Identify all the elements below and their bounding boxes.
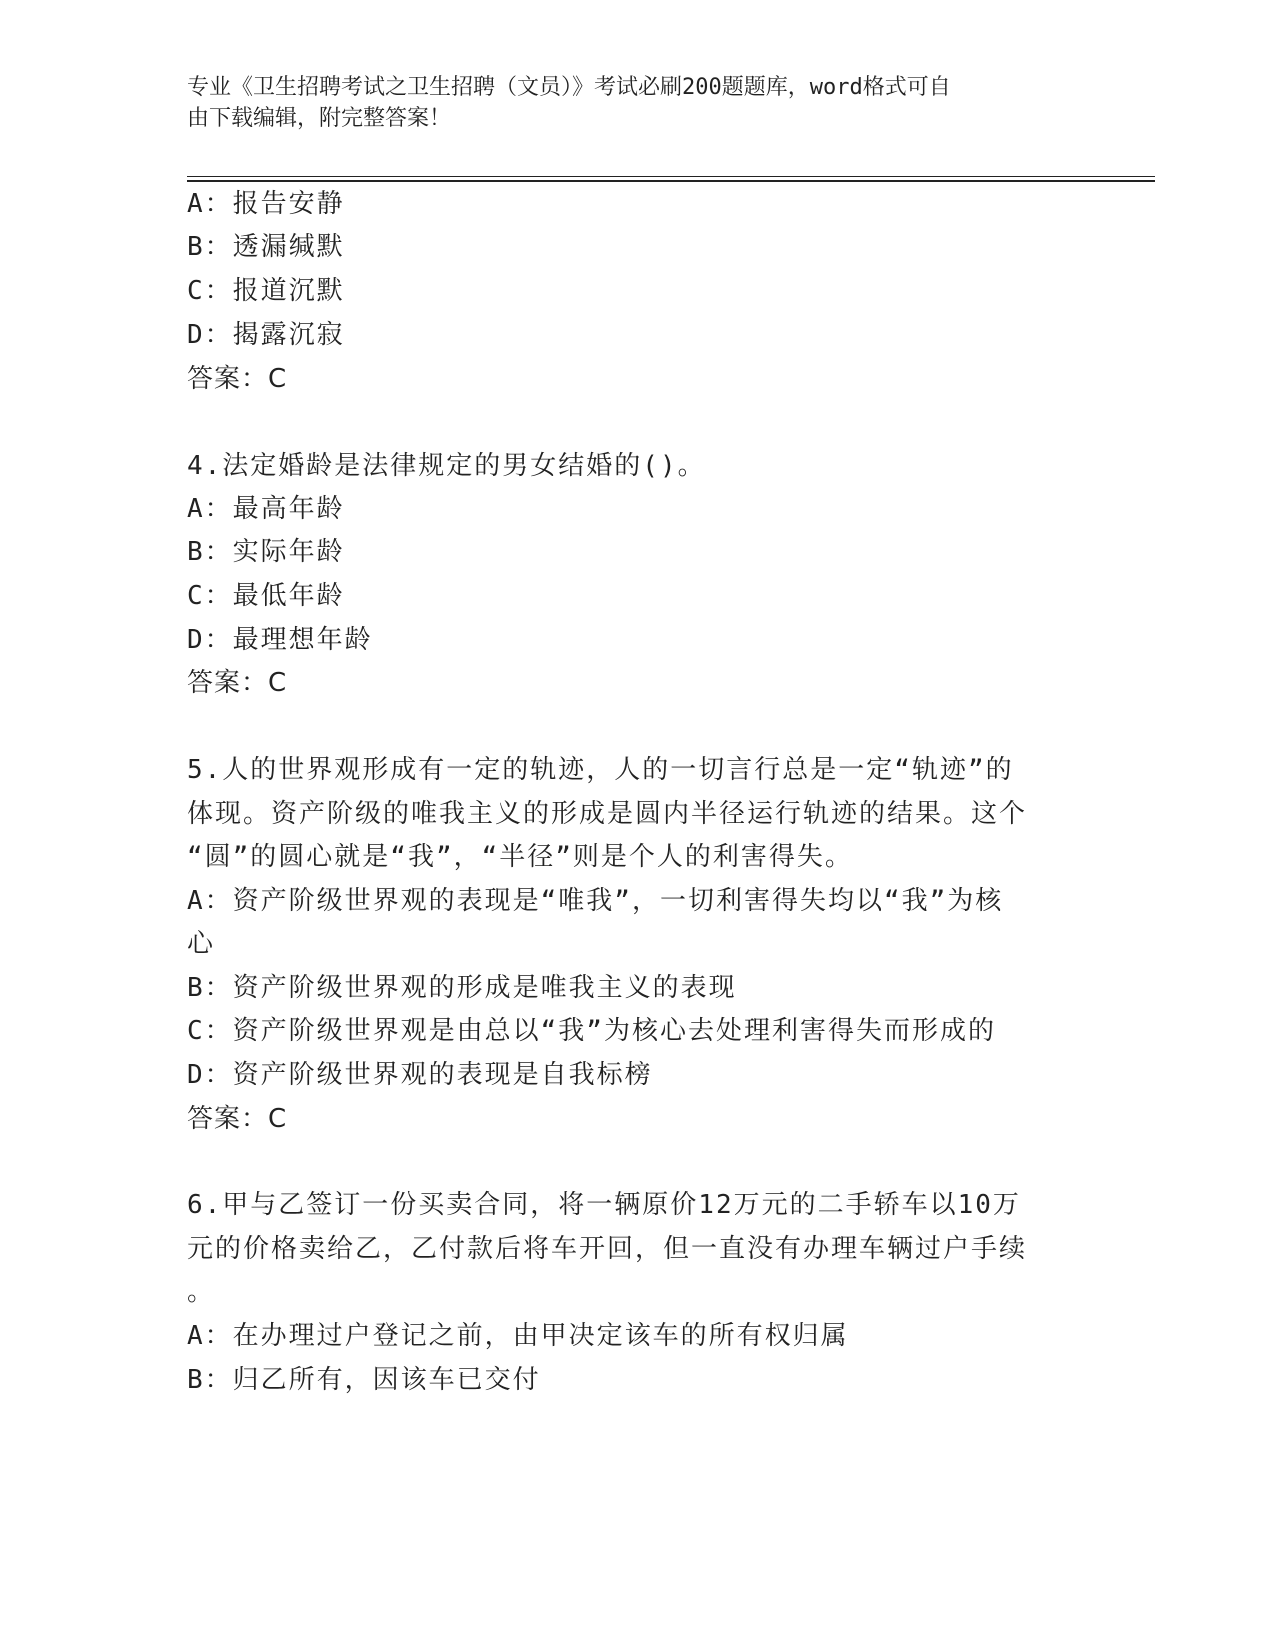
q3-option-c: C：报道沉默	[187, 276, 345, 306]
q4-option-d: D：最理想年龄	[187, 625, 373, 655]
q5-option-d: D：资产阶级世界观的表现是自我标榜	[187, 1060, 653, 1090]
q4-option-c: C：最低年龄	[187, 581, 345, 611]
q5-question-line-1: 5.人的世界观形成有一定的轨迹，人的一切言行总是一定“轨迹”的	[187, 755, 1014, 785]
q5-option-b: B：资产阶级世界观的形成是唯我主义的表现	[187, 973, 737, 1003]
q5-answer: 答案：C	[187, 1104, 288, 1134]
header-divider-thick	[187, 180, 1155, 182]
q5-question-line-2: 体现。资产阶级的唯我主义的形成是圆内半径运行轨迹的结果。这个	[187, 799, 1028, 829]
q4-question: 4.法定婚龄是法律规定的男女结婚的()。	[187, 451, 706, 481]
q3-option-b: B：透漏缄默	[187, 232, 345, 262]
q4-answer: 答案：C	[187, 668, 288, 698]
q4-option-a: A：最高年龄	[187, 494, 345, 524]
q3-option-d: D：揭露沉寂	[187, 320, 345, 350]
q6-option-a: A：在办理过户登记之前，由甲决定该车的所有权归属	[187, 1321, 849, 1351]
q5-option-c: C：资产阶级世界观是由总以“我”为核心去处理利害得失而形成的	[187, 1016, 996, 1046]
q6-question-line-1: 6.甲与乙签订一份买卖合同，将一辆原价12万元的二手轿车以10万	[187, 1190, 1021, 1220]
header-divider-thin	[187, 176, 1155, 177]
q6-question-line-3: 。	[187, 1277, 216, 1307]
q5-option-a-line-1: A：资产阶级世界观的表现是“唯我”，一切利害得失均以“我”为核	[187, 886, 1004, 916]
header-line-2: 由下载编辑，附完整答案！	[187, 106, 452, 131]
q3-answer: 答案：C	[187, 364, 288, 394]
q4-option-b: B：实际年龄	[187, 537, 345, 567]
q6-option-b: B：归乙所有，因该车已交付	[187, 1365, 541, 1395]
page-header	[187, 72, 1087, 134]
header-line-1: 专业《卫生招聘考试之卫生招聘（文员）》考试必刷200题题库，word格式可自	[187, 75, 951, 100]
q6-question-line-2: 元的价格卖给乙，乙付款后将车开回，但一直没有办理车辆过户手续	[187, 1234, 1028, 1264]
q5-option-a-line-2: 心	[187, 929, 216, 959]
q3-option-a: A：报告安静	[187, 189, 345, 219]
q5-question-line-3: “圆”的圆心就是“我”，“半径”则是个人的利害得失。	[187, 842, 853, 872]
